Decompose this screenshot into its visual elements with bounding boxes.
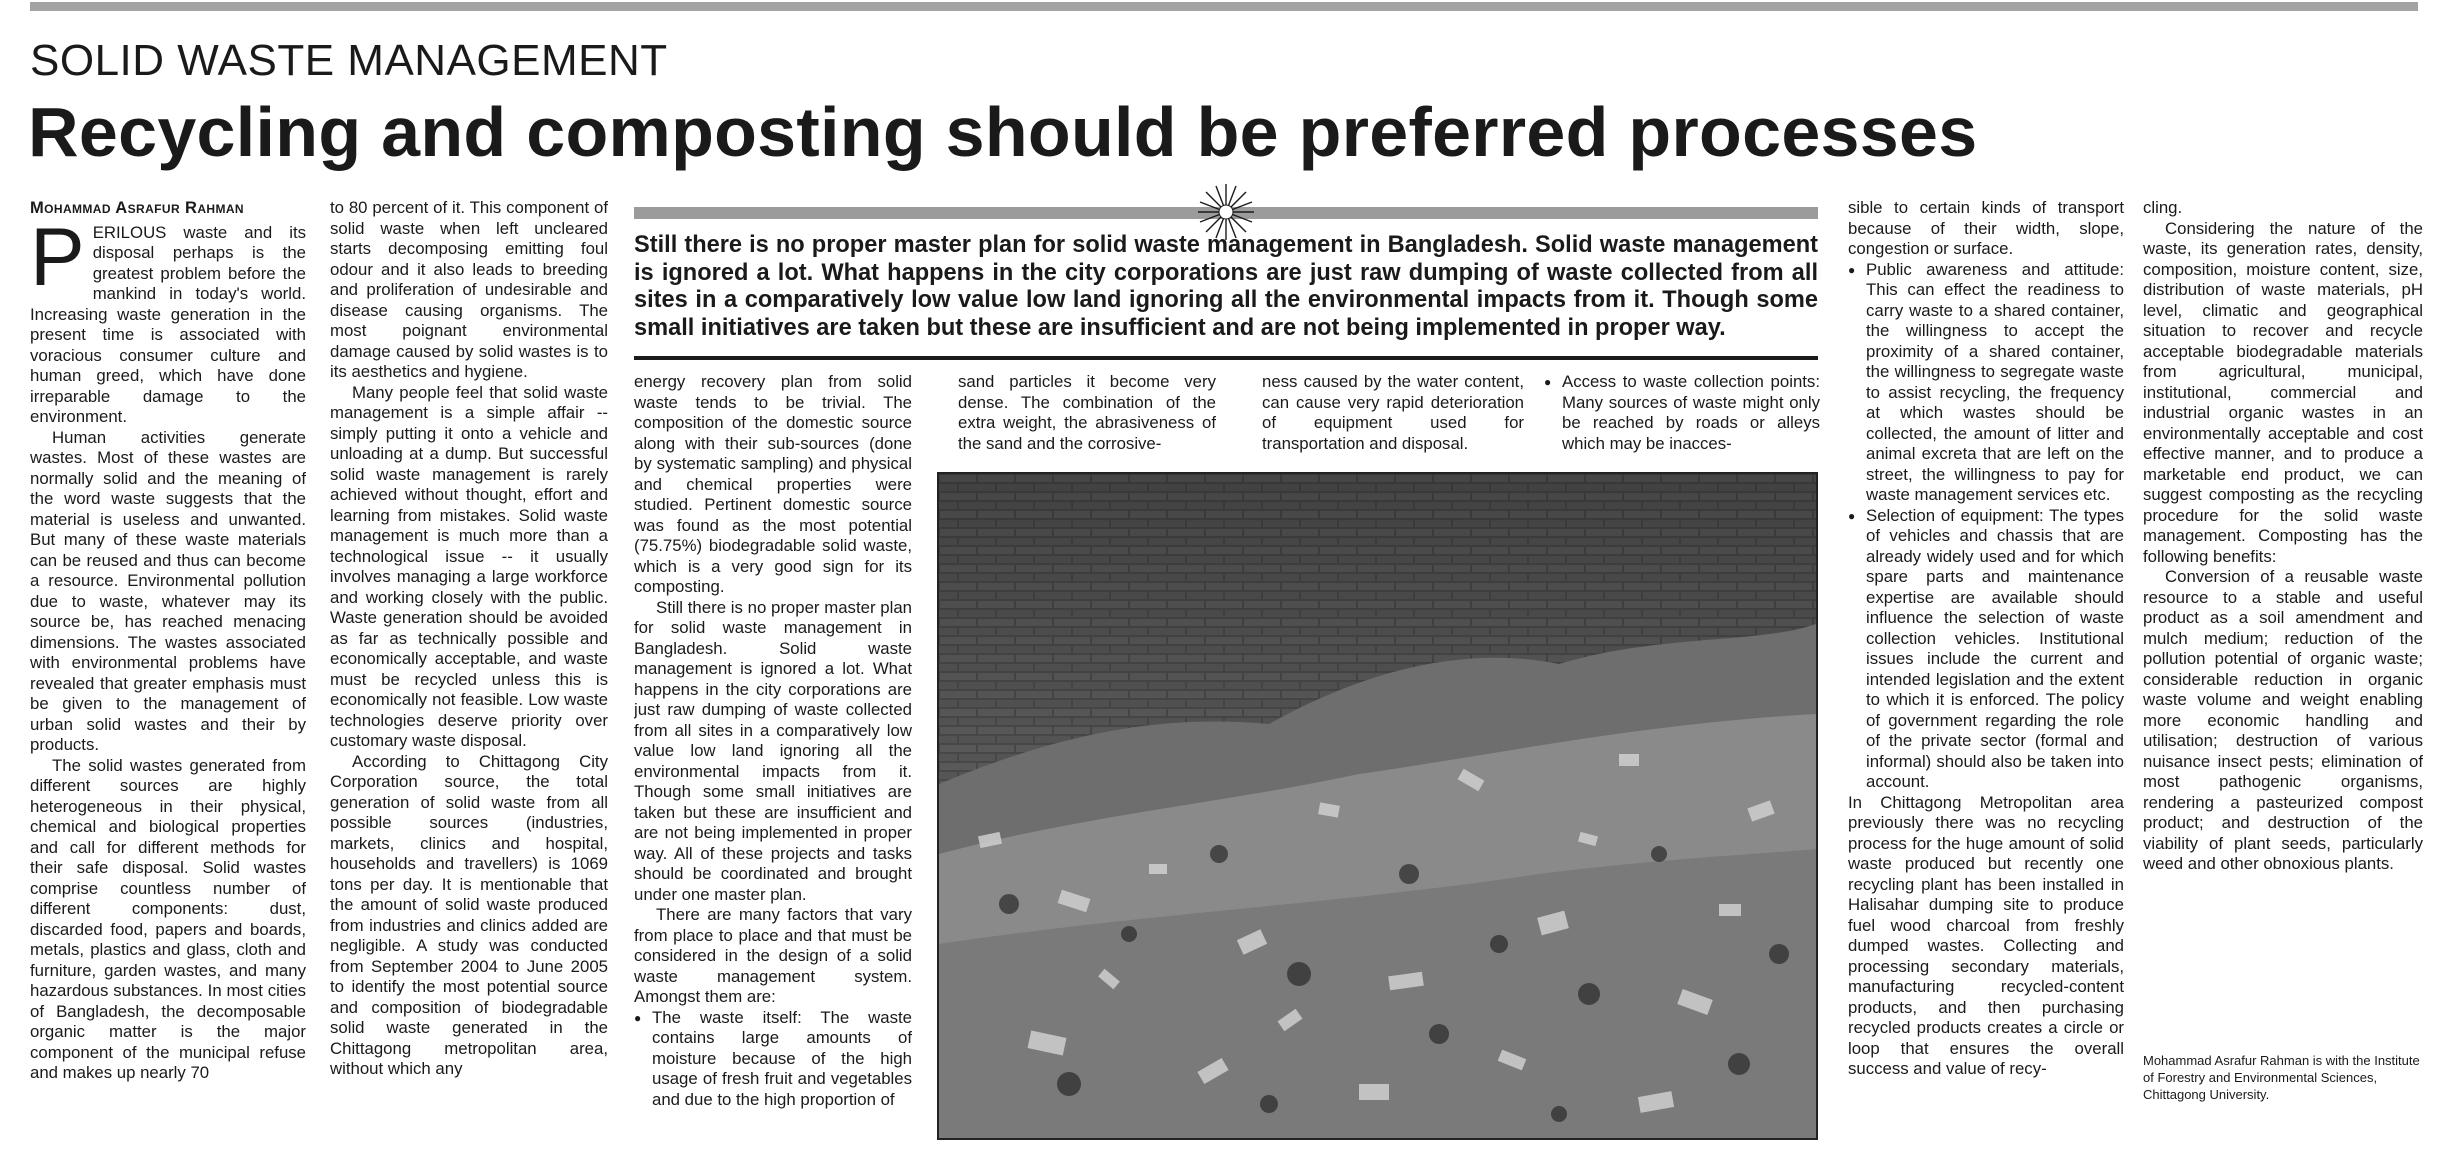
column-2 bbox=[330, 198, 608, 1148]
paragraph: In Chittagong Metropolitan area previously there was no recycling process for the huge amount of solid waste produced but recently one recycling plant has been installed in Halisahar dumping site to produce fuel wood charcoal from freshly dumped wastes. Collecting and processing secondary materials, manufacturing recycled-content products, and then purchasing recycled products creates a circle or loop that ensures the overall success and value of recy- bbox=[1848, 792, 2124, 1078]
paragraph: sible to certain kinds of transport because of their width, slope, congestion or surface. bbox=[1848, 198, 2124, 258]
paragraph: The solid wastes generated from different sources are highly heterogeneous in their physical, chemical and biological properties and call for different methods for their safe disposal. Solid wastes comprise countless number of different components: dust, discarded food, papers and boards, metals, plastics and glass, cloth and furniture, garden wastes, and many hazardous substances. In most cities of Bangladesh, the decomposable organic matter is the major component of the municipal refuse and makes up nearly 70 bbox=[30, 755, 306, 1082]
paragraph: to 80 percent of it. This component of solid waste when left uncleared starts decomposing emitting foul odour and it also leads to breeding and proliferation of undesirable and disease causing organisms. The most poignant environmental damage caused by solid wastes is to its aesthetics and hygiene. bbox=[330, 198, 608, 381]
column-6 bbox=[1544, 372, 1820, 462]
column-3 bbox=[634, 372, 912, 1148]
drop-cap: P bbox=[30, 211, 85, 303]
paragraph: ness caused by the water content, can cause very rapid deterioration of equipment used for transportation and disposal. bbox=[1262, 372, 1524, 453]
paragraph: ERILOUS waste and its disposal perhaps is the greatest problem before the mankind in today's world. Increasing waste generation in the present time is associated with voracious consumer culture and human greed, which have done irreparable damage to the environment. bbox=[30, 222, 306, 426]
byline: Mohammad Asrafur Rahman bbox=[30, 199, 244, 217]
bullet-item: ● Access to waste collection points: Many sources of waste might only be reached by roads or alleys which may be inacces- bbox=[1544, 372, 1820, 454]
author-note: Mohammad Asrafur Rahman is with the Institute of Forestry and Environmental Sciences, Chittagong University. bbox=[2143, 1053, 2420, 1102]
paragraph: Still there is no proper master plan for solid waste management in Bangladesh. Solid waste management is ignored a lot. What happens in the city corporations are just raw dumping of waste collected from all sites in a comparatively low value low land ignoring all the environmental impacts from it. Though some small initiatives are taken but these are insufficient and are not being implemented in proper way. All of these projects and tasks should be coordinated and brought under one master plan. bbox=[634, 597, 912, 904]
bullet-item: ● Public awareness and attitude: This can effect the readiness to carry waste to a shared container, the willingness to accept the proximity of a shared container, the willingness to segregate waste to assist recycling, the frequency at which wastes should be collected, the amount of litter and animal excreta that are left on the street, the willingness to pay for waste management services etc. bbox=[1848, 260, 2124, 506]
paragraph: Conversion of a reusable waste resource to a stable and useful product as a soil amendment and mulch medium; reduction of the pollution potential of organic waste; considerable reduction in organic waste volume and weight enabling more economic handling and utilisation; destruction of various nuisance insect pests; elimination of most pathogenic organisms, rendering a pasteurized compost product; and destruction of the viability of plant seeds, particularly weed and other obnoxious plants. bbox=[2143, 567, 2423, 873]
photo-illustration bbox=[939, 474, 1816, 1138]
column-7 bbox=[1848, 198, 2124, 1148]
pull-quote-rule bbox=[634, 356, 1818, 360]
bullet-item: ● Selection of equipment: The types of vehicles and chassis that are already widely used and for which spare parts and maintenance expertise are available should influence the selection of waste collection vehicles. Institutional issues include the current and intended legislation and the extent to which it is enforced. The policy of government regarding the role of the private sector (formal and informal) should also be taken into account. bbox=[1848, 506, 2124, 793]
section-kicker: SOLID WASTE MANAGEMENT bbox=[30, 36, 668, 85]
paragraph: Considering the nature of the waste, its generation rates, density, composition, moisture content, size, distribution of waste materials, pH level, climatic and geographical situation to recover and recycle acceptable biodegradable materials from agricultural, municipal, institutional, commercial and industrial organic wastes in an environmentally acceptable and cost effective manner, and to produce a marketable end product, we can suggest composting as the recycling procedure for the solid waste management. Composting has the following benefits: bbox=[2143, 218, 2423, 566]
column-1 bbox=[30, 198, 306, 1148]
top-rule bbox=[30, 2, 2418, 11]
column-8 bbox=[2143, 198, 2423, 1044]
paragraph: According to Chittagong City Corporation source, the total generation of solid waste from all possible sources (industries, markets, clinics and hospital, households and travellers) is 1069 tons per day. It is mentionable that the amount of solid waste produced from industries and clinics added are negligible. A study was conducted from September 2004 to June 2005 to identify the most potential source and composition of biodegradable solid waste generated in the Chittagong metropolitan area, without which any bbox=[330, 751, 608, 1078]
waste-dump-photo bbox=[937, 472, 1818, 1140]
pull-quote: Still there is no proper master plan for solid waste management in Bangladesh. Solid waste management is ignored a lot. What happens in the city corporations are just raw dumping of waste collected from all sites in a comparatively low value low land ignoring all the environmental impacts from it. Though some small initiatives are taken but these are insufficient and are not being implemented in proper way. bbox=[634, 232, 1818, 341]
column-4 bbox=[958, 372, 1216, 462]
paragraph: Many people feel that solid waste management is a simple affair -- simply putting it onto a vehicle and unloading at a dump. But successful solid waste management is rarely achieved without thought, effort and learning from mistakes. Solid waste management is much more than a technological issue -- it usually involves managing a large workforce and working closely with the public. Waste generation should be avoided as far as technically possible and economically acceptable, and waste must be recycled unless this is economically not feasible. Low waste technologies deserve priority over customary waste disposal. bbox=[330, 382, 608, 750]
paragraph: energy recovery plan from solid waste tends to be trivial. The composition of the domestic source along with their sub-sources (done by systematic sampling) and physical and chemical properties were studied. Pertinent domestic source was found as the most potential (75.75%) biodegradable solid waste, which is a very good sign for its composting. bbox=[634, 372, 912, 596]
paragraph: There are many factors that vary from place to place and that must be considered in the design of a solid waste management system. Amongst them are: bbox=[634, 905, 912, 1006]
paragraph: Human activities generate wastes. Most of these wastes are normally solid and the meaning of the word waste suggests that the material is useless and unwanted. But many of these waste materials can be reused and thus can become a resource. Environmental pollution due to waste, whatever may its source be, has reached menacing dimensions. The wastes associated with environmental problems have revealed that greater emphasis must be given to the management of urban solid wastes and their by products. bbox=[30, 427, 306, 754]
paragraph: cling. bbox=[2143, 198, 2183, 217]
bullet-item: ● The waste itself: The waste contains large amounts of moisture because of the high usage of fresh fruit and vegetables and due to the high proportion of bbox=[634, 1008, 912, 1111]
column-5 bbox=[1262, 372, 1524, 462]
headline: Recycling and composting should be preferred processes bbox=[28, 93, 1978, 171]
paragraph: sand particles it become very dense. The combination of the extra weight, the abrasiveness of the sand and the corrosive- bbox=[958, 372, 1216, 453]
